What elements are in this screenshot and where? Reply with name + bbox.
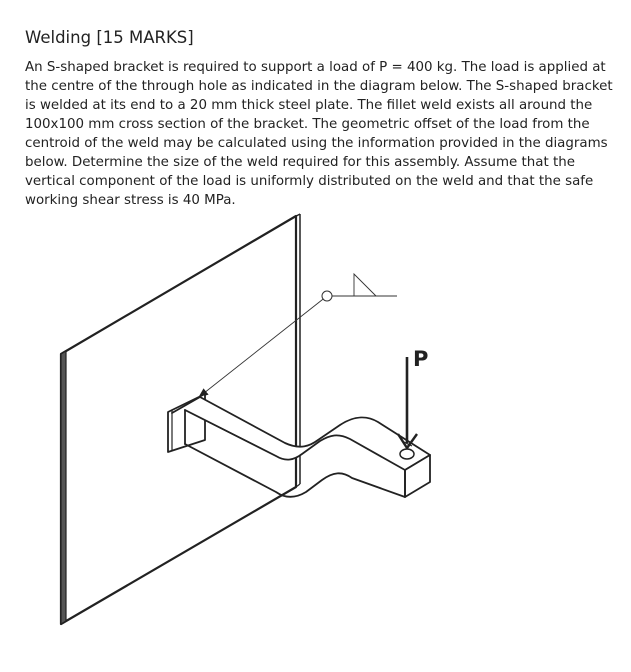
problem-line: working shear stress is 40 MPa. <box>25 193 236 208</box>
problem-line: 100x100 mm cross section of the bracket. The geometric offset of the load from the <box>25 117 590 132</box>
problem-line: An S-shaped bracket is required to support a load of P = 400 kg. The load is applied at <box>25 60 606 75</box>
problem-line: the centre of the through hole as indicated in the diagram below. The S-shaped bracket <box>25 79 613 94</box>
problem-line: centroid of the weld may be calculated using the information provided in the diagrams <box>25 136 608 151</box>
problem-line: below. Determine the size of the weld required for this assembly. Assume that the <box>25 155 575 170</box>
problem-line: vertical component of the load is uniformly distributed on the weld and that the safe <box>25 174 594 189</box>
page-title: Welding [15 MARKS] <box>25 28 194 47</box>
problem-line: is welded at its end to a 20 mm thick steel plate. The fillet weld exists all around the <box>25 98 593 113</box>
load-label: P <box>413 347 429 371</box>
